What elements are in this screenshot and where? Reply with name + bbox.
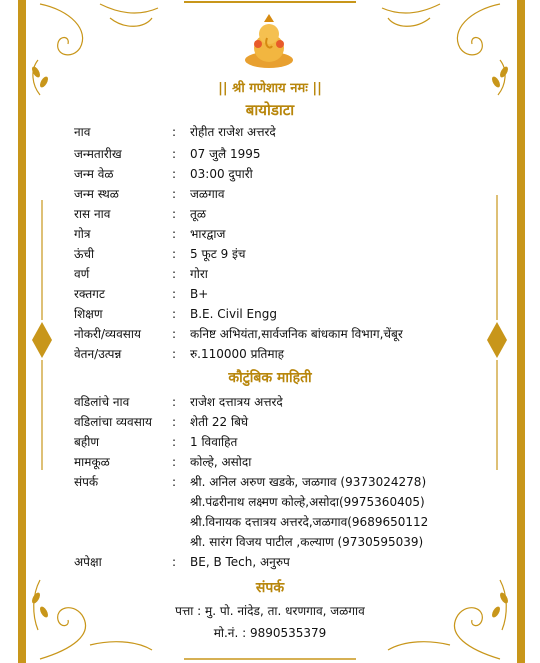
ganesha-icon <box>240 14 298 72</box>
detail-label: ऊंची <box>74 247 95 261</box>
contact-line: श्री. सारंग विजय पाटील ,कल्याण (9730595039) <box>190 535 424 549</box>
detail-value: 1 विवाहित <box>190 435 238 449</box>
detail-value: शेती 22 बिघे <box>190 415 249 429</box>
detail-label: नोकरी/व्यवसाय <box>74 327 141 341</box>
right-diamond <box>487 322 507 358</box>
detail-value: रु.110000 प्रतिमाह <box>190 347 285 361</box>
detail-value: श्री. अनिल अरुण खडके, जळगाव (9373024278) <box>190 475 427 489</box>
detail-label: बहीण <box>74 435 100 449</box>
colon: : <box>172 147 177 161</box>
detail-label: जन्मतारीख <box>74 147 122 161</box>
detail-value: 03:00 दुपारी <box>190 167 253 181</box>
detail-label: रक्तगट <box>74 287 105 301</box>
colon: : <box>172 415 177 429</box>
contact-heading: संपर्क <box>255 580 285 596</box>
contact-line: श्री.विनायक दत्तात्रय अत्तरदे,जळगाव(9689650112 <box>190 515 429 529</box>
detail-value: जळगाव <box>190 187 225 201</box>
colon: : <box>172 347 177 361</box>
colon: : <box>172 227 177 241</box>
colon: : <box>172 435 177 449</box>
colon: : <box>172 327 177 341</box>
mobile-line: मो.नं. : 9890535379 <box>213 626 327 640</box>
colon: : <box>172 395 177 409</box>
detail-value: कोल्हे, असोदा <box>190 455 252 469</box>
detail-value: कनिष्ट अभियंता,सार्वजनिक बांधकाम विभाग,चेंबूर <box>190 327 403 341</box>
colon: : <box>172 455 177 469</box>
colon: : <box>172 207 177 221</box>
detail-label: जन्म वेळ <box>74 167 114 181</box>
detail-value: गोरा <box>190 267 208 281</box>
invocation-text: || श्री गणेशाय नमः || <box>218 81 322 96</box>
family-heading: कौटुंबिक माहिती <box>228 370 312 386</box>
detail-label: मामकूळ <box>74 455 110 469</box>
detail-value: रोहीत राजेश अत्तरदे <box>190 125 276 139</box>
address-line: पत्ता : मु. पो. नांदेड, ता. धरणगाव, जळगाव <box>175 604 365 618</box>
detail-label: गोत्र <box>74 227 91 241</box>
colon: : <box>172 475 177 489</box>
colon: : <box>172 187 177 201</box>
detail-value: B+ <box>190 287 209 301</box>
detail-value: B.E. Civil Engg <box>190 307 277 321</box>
detail-value: तूळ <box>190 207 206 221</box>
detail-value: राजेश दत्तात्रय अत्तरदे <box>190 395 283 409</box>
detail-label: नाव <box>74 125 91 139</box>
detail-label: वडिलांचा व्यवसाय <box>74 415 152 429</box>
detail-label: शिक्षण <box>74 307 103 321</box>
page-title: बायोडाटा <box>245 101 295 119</box>
detail-label: वेतन/उत्पन्न <box>74 347 122 361</box>
colon: : <box>172 125 177 139</box>
colon: : <box>172 247 177 261</box>
detail-label: संपर्क <box>74 475 99 489</box>
colon: : <box>172 307 177 321</box>
detail-label: वडिलांचे नाव <box>74 395 130 409</box>
detail-value: भारद्वाज <box>190 227 226 241</box>
detail-label: अपेक्षा <box>74 555 102 569</box>
detail-label: जन्म स्थळ <box>74 187 119 201</box>
corner-swirl-top-left <box>40 4 83 55</box>
detail-value: 07 जुलै 1995 <box>190 147 261 161</box>
colon: : <box>172 167 177 181</box>
corner-swirl-top-right <box>457 4 500 55</box>
colon: : <box>172 287 177 301</box>
colon: : <box>172 267 177 281</box>
detail-label: वर्ण <box>74 267 90 281</box>
contact-line: श्री.पंढरीनाथ लक्ष्मण कोल्हे,असोदा(9975360405) <box>190 495 425 509</box>
colon: : <box>172 555 177 569</box>
left-diamond <box>32 322 52 358</box>
detail-value: BE, B Tech, अनुरुप <box>190 555 290 569</box>
detail-label: रास नाव <box>74 207 111 221</box>
detail-value: 5 फूट 9 इंच <box>190 247 246 261</box>
